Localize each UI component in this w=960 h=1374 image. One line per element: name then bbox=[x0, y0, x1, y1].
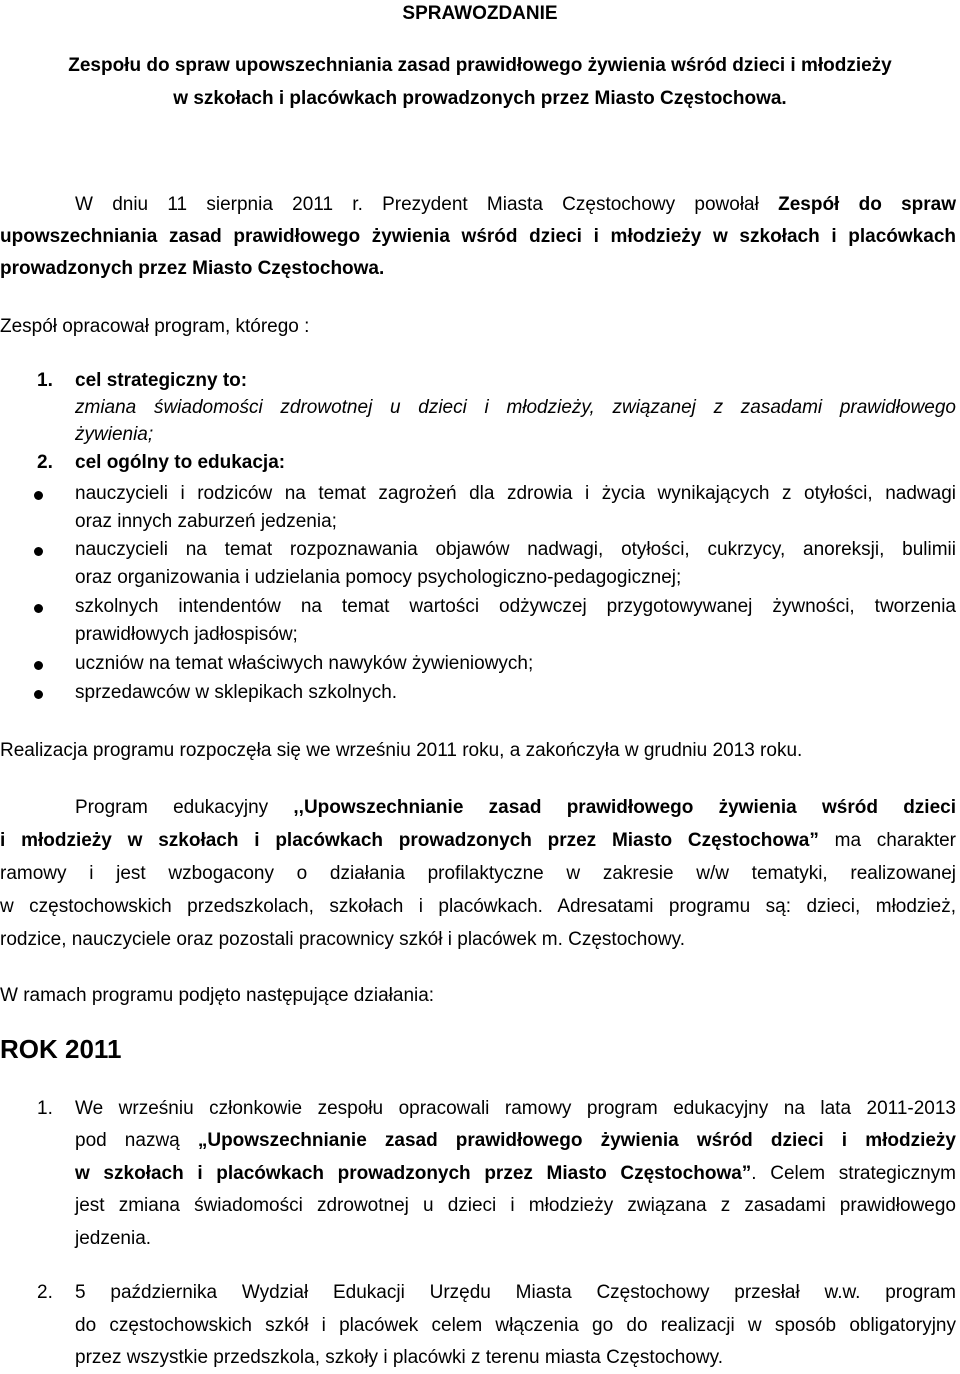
bullet-4-line-1: uczniów na temat właściwych nawyków żywieniowych; bbox=[75, 653, 534, 674]
goal-1-text-line-2: żywienia; bbox=[75, 424, 154, 445]
item-2-number: 2. bbox=[37, 1282, 53, 1303]
bullet-icon bbox=[34, 547, 43, 556]
item-1-text: pod nazwą bbox=[75, 1130, 198, 1151]
document-subtitle-line-2: w szkołach i placówkach prowadzonych przez Miasto Częstochowa. bbox=[173, 88, 787, 109]
item-2-line-1: 5 października Wydział Edukacji Urzędu Miasta Częstochowy przesłał w.w. program bbox=[75, 1282, 956, 1303]
bullet-3-line-1: szkolnych intendentów na temat wartości odżywczej przygotowywanej żywności, tworzenia bbox=[75, 596, 956, 617]
item-1-line-5: jedzenia. bbox=[75, 1228, 152, 1249]
bullet-icon bbox=[34, 690, 43, 699]
program-text: Program edukacyjny bbox=[75, 797, 294, 818]
program-line-5: rodzice, nauczyciele oraz pozostali pracownicy szkół i placówek m. Częstochowy. bbox=[0, 929, 685, 950]
intro-line-3: prowadzonych przez Miasto Częstochowa. bbox=[0, 258, 385, 279]
program-name-start: ,,Upowszechnianie zasad prawidłowego żywienia wśród dzieci bbox=[293, 797, 956, 818]
item-2-line-2: do częstochowskich szkół i placówek celem włączenia go do realizacji w sposób obligatoryjny bbox=[75, 1315, 956, 1336]
goal-2-label: cel ogólny to edukacja: bbox=[75, 452, 286, 473]
bullet-3-line-2: prawidłowych jadłospisów; bbox=[75, 624, 298, 645]
bullet-2-line-2: oraz organizowania i udzielania pomocy psychologiczno-pedagogicznej; bbox=[75, 567, 682, 588]
item-1-number: 1. bbox=[37, 1098, 53, 1119]
team-name-start: Zespół do spraw bbox=[778, 194, 956, 215]
goal-1-label: cel strategiczny to: bbox=[75, 370, 248, 391]
bullet-icon bbox=[34, 604, 43, 613]
item-2-line-3: przez wszystkie przedszkola, szkoły i placówki z terenu miasta Częstochowy. bbox=[75, 1347, 723, 1368]
program-line-4: w częstochowskich przedszkolach, szkołach i placówkach. Adresatami programu są: dzieci, młodzież, bbox=[0, 896, 956, 917]
item-1-text: . Celem strategicznym bbox=[751, 1163, 956, 1184]
goal-2-number: 2. bbox=[37, 452, 53, 473]
program-line-1 bbox=[75, 792, 956, 824]
bullet-icon bbox=[34, 661, 43, 670]
program-intro: Zespół opracował program, którego : bbox=[0, 316, 310, 337]
item-1-program-name-end: w szkołach i placówkach prowadzonych przez Miasto Częstochowa” bbox=[75, 1163, 752, 1184]
item-1-line-1: We wrześniu członkowie zespołu opracowali ramowy program edukacyjny na lata 2011-2013 bbox=[75, 1098, 956, 1119]
bullet-1-line-2: oraz innych zaburzeń jedzenia; bbox=[75, 511, 337, 532]
actions-intro: W ramach programu podjęto następujące działania: bbox=[0, 985, 435, 1006]
year-heading: ROK 2011 bbox=[0, 1034, 122, 1064]
bullet-2-line-1: nauczycieli na temat rozpoznawania objawów nadwagi, otyłości, cukrzycy, anoreksji, bulimii bbox=[75, 539, 956, 560]
program-text: ma charakter bbox=[818, 830, 956, 851]
goal-1-text-line-1: zmiana świadomości zdrowotnej u dzieci i młodzieży, związanej z zasadami prawidłowego bbox=[75, 397, 956, 418]
item-1-line-2 bbox=[75, 1125, 956, 1157]
program-line-2 bbox=[0, 825, 956, 857]
intro-line-1 bbox=[75, 189, 956, 221]
program-line-3: ramowy i jest wzbogacony o działania profilaktyczne w zakresie w/w tematyki, realizowanej bbox=[0, 863, 956, 884]
goal-1-number: 1. bbox=[37, 370, 53, 391]
document-subtitle-line-1: Zespołu do spraw upowszechniania zasad prawidłowego żywienia wśród dzieci i młodzieży bbox=[68, 55, 892, 76]
bullet-1-line-1: nauczycieli i rodziców na temat zagrożeń dla zdrowia i życia wynikających z otyłości, nadwagi bbox=[75, 483, 956, 504]
bullet-5-line-1: sprzedawców w sklepikach szkolnych. bbox=[75, 682, 398, 703]
intro-line-2: upowszechniania zasad prawidłowego żywienia wśród dzieci i młodzieży w szkołach i placówkach bbox=[0, 226, 956, 247]
item-1-line-3 bbox=[75, 1158, 956, 1190]
item-1-line-4: jest zmiana świadomości zdrowotnej u dzieci i młodzieży związana z zasadami prawidłowego bbox=[75, 1195, 956, 1216]
program-name-end: i młodzieży w szkołach i placówkach prowadzonych przez Miasto Częstochowa” bbox=[0, 830, 819, 851]
realization-text: Realizacja programu rozpoczęła się we wrześniu 2011 roku, a zakończyła w grudniu 2013 roku. bbox=[0, 740, 803, 761]
intro-text: W dniu 11 sierpnia 2011 r. Prezydent Miasta Częstochowy powołał bbox=[75, 194, 779, 215]
document-title: SPRAWOZDANIE bbox=[402, 3, 558, 24]
bullet-icon bbox=[34, 491, 43, 500]
item-1-program-name-start: „Upowszechnianie zasad prawidłowego żywienia wśród dzieci i młodzieży bbox=[197, 1130, 956, 1151]
